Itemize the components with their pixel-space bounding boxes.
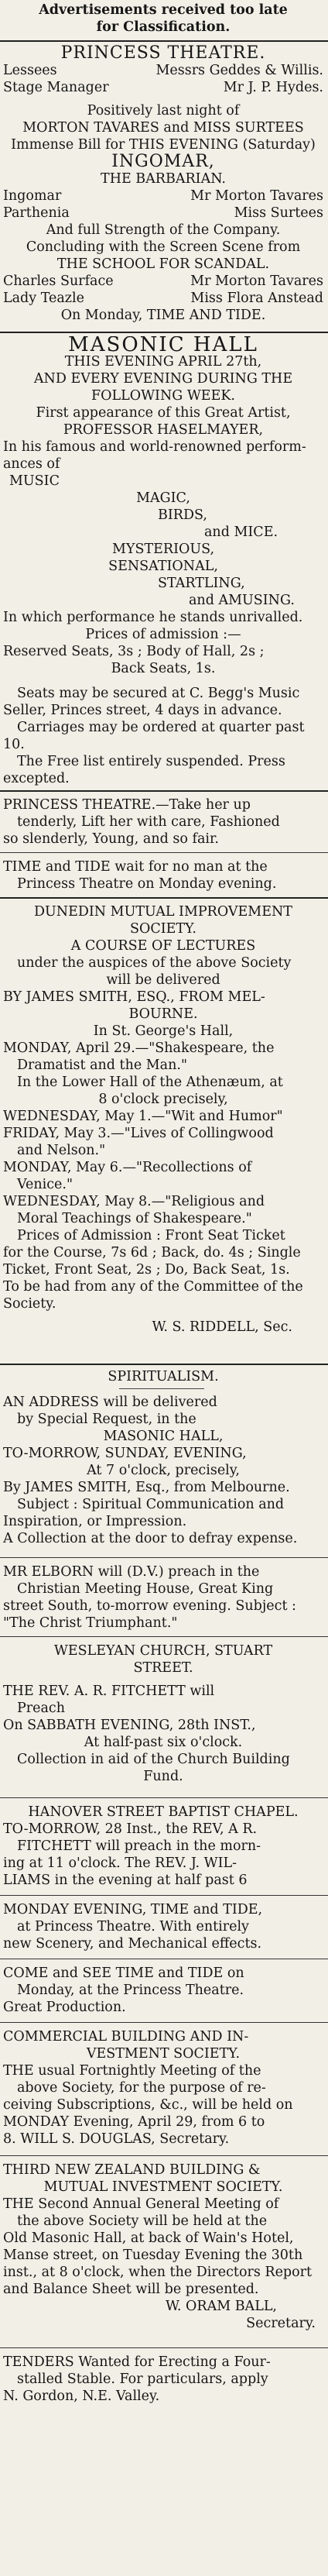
ad-line: THE usual Fortnightly Meeting of the: [3, 2063, 261, 2079]
ad-title: SOCIETY.: [130, 921, 196, 937]
divider: [0, 1364, 328, 1365]
ad-tenders: [3, 2354, 323, 2405]
divider: [0, 1895, 328, 1896]
staff-row: Lessees Messrs Geddes & Willis.: [3, 63, 323, 78]
ad-line: and Balance Sheet will be presented.: [3, 2282, 259, 2297]
ad-line: In his famous and world-renowned perform-: [3, 439, 306, 455]
ad-line: ances of: [3, 456, 60, 472]
ad-commercial-building-society: [3, 2028, 323, 2148]
ad-line: stalled Stable. For particulars, apply: [17, 2371, 268, 2387]
ad-line: under the auspices of the above Society: [17, 955, 292, 971]
ad-line: MONDAY EVENING, TIME and TIDE,: [3, 1902, 263, 1917]
divider: [0, 1636, 328, 1637]
ad-title: SPIRITUALISM.: [108, 1369, 219, 1384]
ad-line: MYSTERIOUS,: [111, 542, 215, 557]
ad-line: AND EVERY EVENING DURING THE: [33, 371, 293, 387]
ad-princess-note: [3, 796, 323, 848]
cast-row: Ingomar Mr Morton Tavares: [3, 188, 323, 204]
ad-monday-evening: [3, 1901, 323, 1952]
cast-row: Charles Surface Mr Morton Tavares: [3, 273, 323, 289]
ad-line: MONDAY, May 6.—"Recollections of: [3, 1160, 252, 1175]
divider: [0, 1557, 328, 1558]
ad-line: Moral Teachings of Shakespeare.": [17, 1211, 252, 1226]
ad-line: BY JAMES SMITH, ESQ., FROM MEL-: [3, 989, 265, 1005]
ad-line: STARTLING,: [158, 576, 245, 591]
ad-line: BIRDS,: [158, 507, 207, 523]
ad-line: N. Gordon, N.E. Valley.: [3, 2389, 160, 2404]
ad-line: Collection in aid of the Church Building: [17, 1752, 290, 1767]
ad-line: and Nelson.": [17, 1143, 106, 1158]
ad-title: MUTUAL INVESTMENT SOCIETY.: [43, 2179, 283, 2195]
cast-row: Parthenia Miss Surtees: [3, 205, 323, 221]
ad-line: On SABBATH EVENING, 28th INST.,: [3, 1718, 256, 1733]
signature: W. S. RIDDELL, Sec.: [152, 1319, 292, 1335]
ad-dunedin-society: [3, 903, 323, 1336]
signature: W. ORAM BALL,: [166, 2299, 277, 2314]
ad-line: 8. WILL S. DOUGLAS, Secretary.: [3, 2131, 230, 2147]
ad-line: Immense Bill for THIS EVENING (Saturday): [11, 137, 316, 153]
ad-title: VESTMENT SOCIETY.: [86, 2046, 241, 2062]
ad-line: MAGIC,: [136, 490, 190, 506]
ad-line: street South, to-morrow evening. Subject :: [3, 1598, 296, 1614]
ad-line: will be delivered: [106, 972, 220, 988]
ad-line: Princess Theatre on Monday evening.: [17, 876, 277, 892]
ad-title: DUNEDIN MUTUAL IMPROVEMENT: [34, 904, 292, 920]
ad-line: Subject : Spiritual Communication and: [17, 1497, 285, 1512]
ad-line: SENSATIONAL,: [108, 559, 218, 574]
ad-line: Prices of Admission : Front Seat Ticket: [17, 1228, 285, 1243]
ad-line: ceiving Subscriptions, &c., will be held on: [3, 2097, 293, 2113]
ad-line: and AMUSING.: [189, 593, 295, 608]
ad-line: Prices of admission :—: [85, 627, 241, 642]
ad-title: COMMERCIAL BUILDING AND IN-: [3, 2029, 249, 2045]
ad-title: WESLEYAN CHURCH, STUART: [53, 1643, 273, 1659]
ad-line: Seller, Princes street, 4 days in advance.: [3, 703, 282, 718]
ad-line: First appearance of this Great Artist,: [36, 405, 291, 421]
ad-line: MUSIC: [9, 473, 60, 489]
ad-line: TO-MORROW, 28 Inst., the REV, A R.: [3, 1821, 258, 1837]
ad-line: And full Strength of the Company.: [46, 222, 281, 238]
ad-line: TENDERS Wanted for Erecting a Four-: [3, 2354, 271, 2370]
ad-line: THE BARBARIAN.: [101, 171, 226, 187]
ad-line: Great Production.: [3, 2000, 126, 2015]
ad-line: Ticket, Front Seat, 2s ; Do, Back Seat, 1s.: [3, 1262, 290, 1278]
ad-line: The Free list entirely suspended. Press: [17, 754, 285, 769]
ad-line: At half-past six o'clock.: [84, 1735, 243, 1750]
ad-line: Manse street, on Tuesday Evening the 30th: [3, 2248, 303, 2263]
ad-line: Monday, at the Princess Theatre.: [17, 1983, 244, 1998]
ad-line: "The Christ Triumphant.": [3, 1615, 178, 1631]
header-line: Advertisements received too late: [39, 2, 288, 18]
ad-spiritualism: [3, 1368, 323, 1547]
ad-line: ing at 11 o'clock. The REV. J. WIL-: [3, 1855, 237, 1871]
ad-line: INGOMAR,: [111, 153, 215, 170]
ad-line: excepted.: [3, 771, 70, 786]
staff-row: Stage Manager Mr J. P. Hydes.: [3, 80, 323, 95]
divider: [0, 790, 328, 792]
ad-line: MONDAY, April 29.—"Shakespeare, the: [3, 1040, 275, 1056]
ad-line: MR ELBORN will (D.V.) preach in the: [3, 1564, 260, 1580]
ad-line: BOURNE.: [128, 1006, 198, 1022]
ad-line: THE SCHOOL FOR SCANDAL.: [56, 256, 270, 272]
ad-line: PRINCESS THEATRE.—Take her up: [3, 797, 251, 813]
ad-line: 8 o'clock precisely,: [98, 1092, 228, 1107]
ad-line: Positively last night of: [87, 103, 240, 119]
ad-line: Seats may be secured at C. Begg's Music: [17, 686, 300, 701]
ad-line: Dramatist and the Man.": [17, 1058, 187, 1073]
signature: Secretary.: [246, 2316, 316, 2331]
ad-line: inst., at 8 o'clock, when the Directors Report: [3, 2265, 313, 2280]
ad-line: THIS EVENING APRIL 27th,: [64, 354, 262, 370]
ad-line: In which performance he stands unrivalled.: [3, 610, 303, 625]
ad-line: LIAMS in the evening at half past 6: [3, 1873, 248, 1888]
ad-line: new Scenery, and Mechanical effects.: [3, 1936, 262, 1952]
ad-hanover-chapel: [3, 1804, 323, 1889]
ad-line: On Monday, TIME AND TIDE.: [60, 308, 266, 323]
column-header: [3, 2, 323, 36]
ad-line: Society.: [3, 1296, 56, 1312]
ad-line: To be had from any of the Committee of the: [3, 1279, 303, 1295]
ad-line: Old Masonic Hall, at back of Wain's Hotel,: [3, 2230, 294, 2246]
ad-line: A COURSE OF LECTURES: [70, 938, 256, 954]
header-line: for Classification.: [96, 19, 231, 35]
ad-line: THE REV. A. R. FITCHETT will: [3, 1684, 215, 1699]
ad-line: WEDNESDAY, May 8.—"Religious and: [3, 1194, 265, 1209]
ad-elborn: [3, 1563, 323, 1632]
ad-line: 10.: [3, 737, 25, 752]
divider: [0, 852, 328, 853]
ad-line: MORTON TAVARES and MISS SURTEES: [22, 120, 304, 136]
ad-time-tide-note: [3, 858, 323, 892]
ad-line: Back Seats, 1s.: [111, 661, 216, 676]
ad-line: AN ADDRESS will be delivered: [3, 1395, 217, 1410]
ad-line: At 7 o'clock, precisely,: [87, 1463, 240, 1478]
ad-title: PRINCESS THEATRE.: [60, 45, 266, 62]
divider: [0, 40, 328, 42]
ad-line: In the Lower Hall of the Athenæum, at: [17, 1075, 283, 1090]
ad-line: TIME and TIDE wait for no man at the: [3, 859, 268, 875]
divider: [0, 1797, 328, 1798]
divider: [0, 897, 328, 899]
ad-masonic-hall: [3, 336, 323, 787]
ad-line: FRIDAY, May 3.—"Lives of Collingwood: [3, 1126, 274, 1141]
ad-third-nz-building-society: [3, 2162, 323, 2332]
ad-line: WEDNESDAY, May 1.—"Wit and Humor": [3, 1109, 283, 1124]
ad-line: for the Course, 7s 6d ; Back, do. 4s ; Single: [3, 1245, 301, 1260]
ad-line: Inspiration, or Impression.: [3, 1514, 187, 1529]
ad-line: Christian Meeting House, Great King: [17, 1581, 274, 1597]
ad-line: Carriages may be ordered at quarter past: [17, 720, 305, 735]
ad-line: by Special Request, in the: [17, 1412, 196, 1427]
ad-line: FITCHETT will preach in the morn-: [17, 1838, 261, 1854]
ad-title: STREET.: [133, 1660, 193, 1676]
divider: [0, 332, 328, 333]
ad-line: Venice.": [17, 1177, 73, 1192]
ad-line: MASONIC HALL,: [103, 1429, 224, 1444]
ad-title: HANOVER STREET BAPTIST CHAPEL.: [28, 1804, 299, 1820]
divider: [0, 2155, 328, 2156]
divider: [0, 2022, 328, 2023]
ad-title: THIRD NEW ZEALAND BUILDING &: [3, 2162, 261, 2178]
ad-line: COME and SEE TIME and TIDE on: [3, 1966, 244, 1981]
ad-line: at Princess Theatre. With entirely: [17, 1919, 249, 1935]
ad-princess-theatre: [3, 45, 323, 324]
ad-line: the above Society will be held at the: [17, 2213, 268, 2229]
ad-line: and MICE.: [204, 524, 278, 540]
ad-title: MASONIC HALL: [68, 336, 258, 353]
ad-line: Concluding with the Screen Scene from: [26, 239, 301, 255]
ad-come-and-see: [3, 1965, 323, 2016]
ad-line: so slenderly, Young, and so fair.: [3, 831, 219, 847]
ad-line: MONDAY Evening, April 29, from 6 to: [3, 2114, 265, 2130]
ad-line: Fund.: [143, 1769, 183, 1784]
ad-line: Reserved Seats, 3s ; Body of Hall, 2s ;: [3, 644, 265, 659]
ad-line: In St. George's Hall,: [93, 1023, 234, 1039]
ad-line: PROFESSOR HASELMAYER,: [63, 422, 264, 438]
cast-row: Lady Teazle Miss Flora Anstead: [3, 291, 323, 306]
ad-line: A Collection at the door to defray expense.: [3, 1531, 298, 1546]
ad-wesleyan-church: [3, 1642, 323, 1785]
ad-line: tenderly, Lift her with care, Fashioned: [17, 814, 280, 830]
ad-line: FOLLOWING WEEK.: [91, 388, 235, 404]
ad-line: THE Second Annual General Meeting of: [3, 2196, 279, 2212]
ad-line: TO-MORROW, SUNDAY, EVENING,: [3, 1446, 247, 1461]
divider: [0, 2347, 328, 2348]
ad-line: By JAMES SMITH, Esq., from Melbourne.: [3, 1480, 290, 1495]
ad-line: Preach: [17, 1701, 66, 1716]
divider: [119, 1388, 204, 1389]
ad-line: above Society, for the purpose of re-: [17, 2080, 266, 2096]
